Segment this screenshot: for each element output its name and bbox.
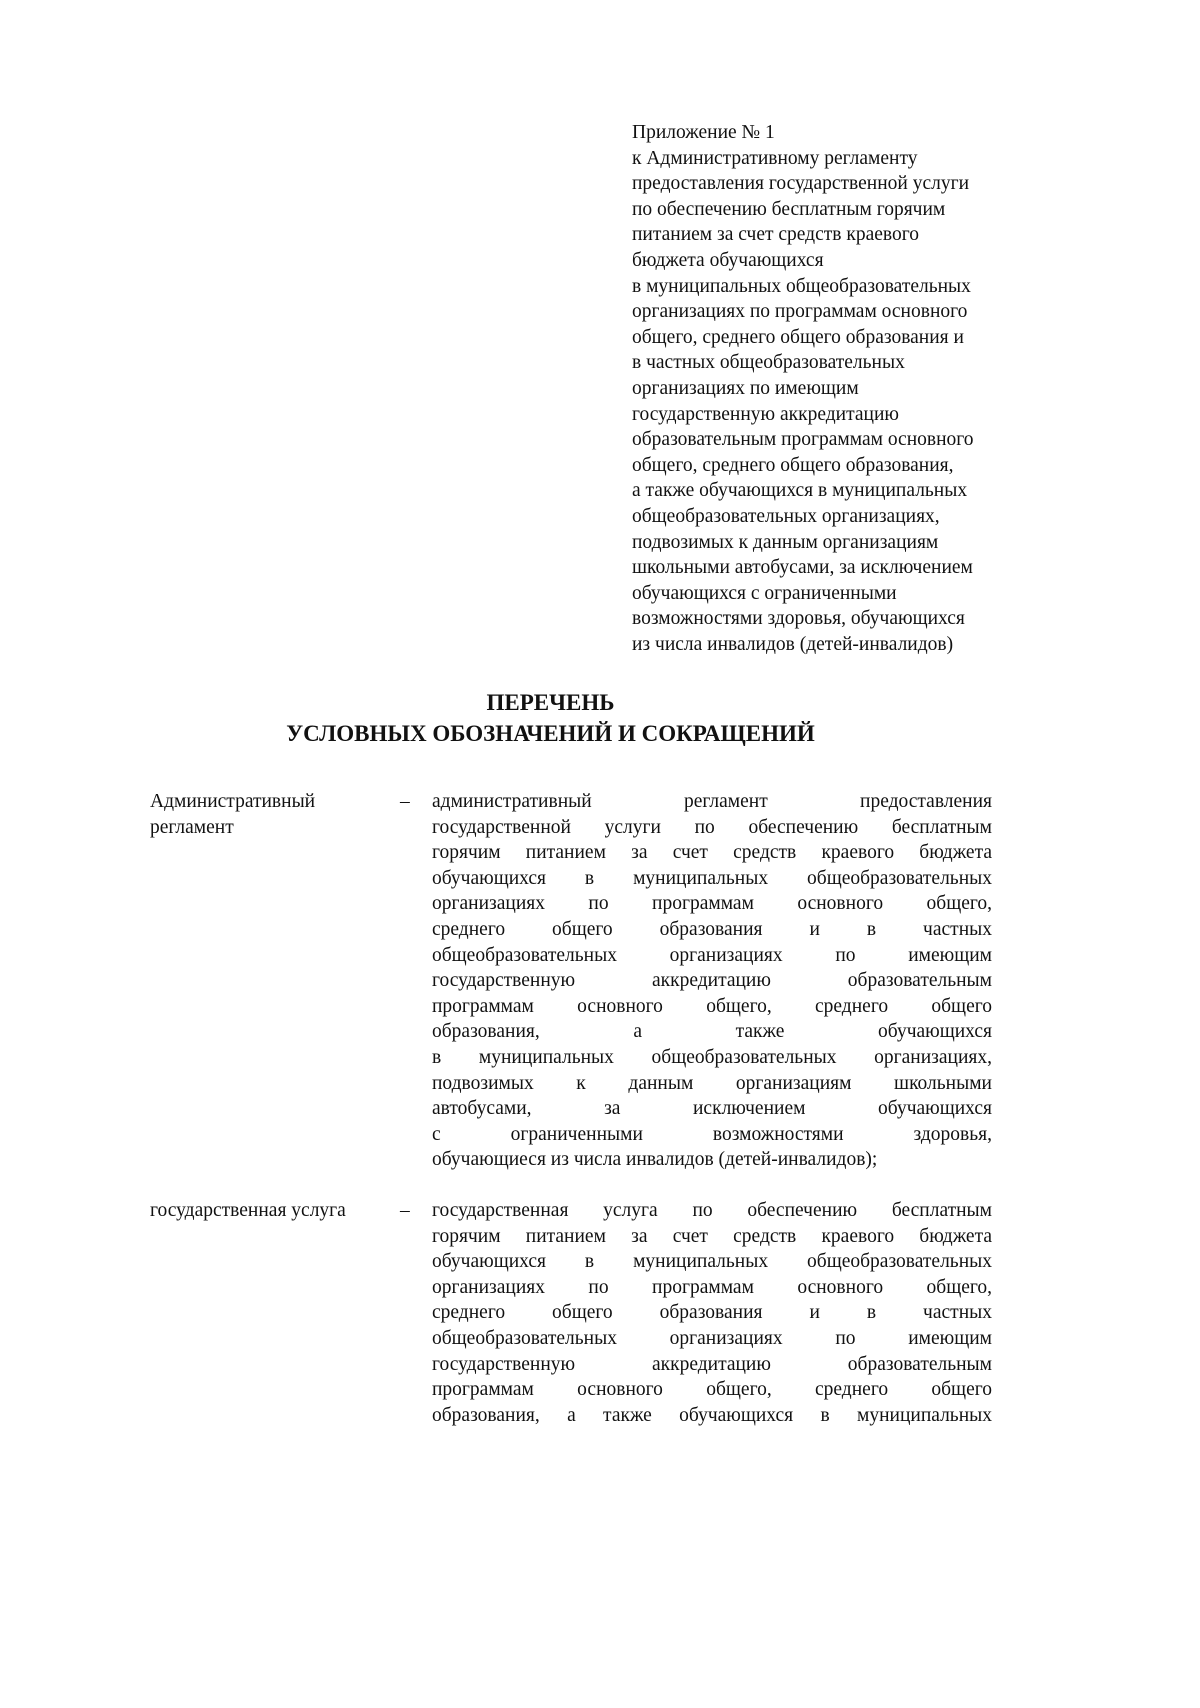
definition-line: программам основного общего, среднего общего — [432, 995, 992, 1017]
definition-line: административный регламент предоставления — [432, 791, 992, 812]
definition-line: государственную аккредитацию образовательным — [432, 970, 992, 992]
definition-line: общеобразовательных организациях по имеющим — [432, 1327, 992, 1349]
definition-line: автобусами, за исключением обучающихся — [432, 1098, 992, 1120]
annex-line: общего, среднего общего образования, — [632, 454, 954, 476]
definition-line: общеобразовательных организациях по имеющим — [432, 944, 992, 966]
annex-line: общего, среднего общего образования и — [632, 326, 964, 348]
annex-line: в муниципальных общеобразовательных — [632, 275, 971, 297]
definition-line: организациях по программам основного общего, — [432, 1276, 992, 1298]
definition-line: организациях по программам основного общего, — [432, 893, 992, 915]
entry-term — [150, 789, 390, 841]
entry-definition — [432, 789, 992, 1173]
definition-line: образования, а также обучающихся в муниципальных — [432, 1404, 992, 1426]
annex-line: возможностями здоровья, обучающихся — [632, 608, 965, 630]
document-title: ПЕРЕЧЕНЬ — [486, 690, 615, 715]
annex-line: организациях по имеющим — [632, 377, 859, 399]
entry-definition — [432, 1198, 992, 1428]
annex-line: а также обучающихся в муниципальных — [632, 480, 968, 502]
annex-line: общеобразовательных организациях, — [632, 505, 940, 527]
term-line: Административный — [150, 791, 316, 812]
definition-line: среднего общего образования и в частных — [432, 1302, 992, 1324]
definition-line: горячим питанием за счет средств краевого бюджета — [432, 1225, 992, 1247]
annex-line: государственную аккредитацию — [632, 403, 899, 425]
annex-line: обучающихся с ограниченными — [632, 582, 897, 604]
definition-line: образования, а также обучающихся — [432, 1021, 992, 1043]
entry-dash: – — [400, 1200, 410, 1221]
definition-line: обучающихся в муниципальных общеобразовательных — [432, 867, 992, 889]
annex-line: школьными автобусами, за исключением — [632, 557, 973, 579]
definition-line: в муниципальных общеобразовательных организациях, — [432, 1046, 992, 1068]
annex-line: бюджета обучающихся — [632, 249, 824, 271]
annex-line: подвозимых к данным организациям — [632, 531, 939, 553]
annex-line: образовательным программам основного — [632, 429, 974, 451]
entry-dash: – — [400, 791, 410, 812]
annex-line: в частных общеобразовательных — [632, 352, 905, 374]
definition-line: государственной услуги по обеспечению бесплатным — [432, 816, 992, 838]
definition-line: среднего общего образования и в частных — [432, 918, 992, 940]
annex-line: по обеспечению бесплатным горячим — [632, 198, 946, 220]
definition-line: обучающихся в муниципальных общеобразовательных — [432, 1251, 992, 1273]
term-line: регламент — [150, 817, 234, 838]
definition-line: государственная услуга по обеспечению бесплатным — [432, 1200, 992, 1221]
annex-line: питанием за счет средств краевого — [632, 224, 919, 246]
definition-line: обучающиеся из числа инвалидов (детей-инвалидов); — [432, 1149, 878, 1171]
definition-line: государственную аккредитацию образовательным — [432, 1353, 992, 1375]
definition-line: программам основного общего, среднего общего — [432, 1379, 992, 1401]
term-line: государственная услуга — [150, 1200, 346, 1221]
annex-line: организациях по программам основного — [632, 301, 968, 323]
annex-line: предоставления государственной услуги — [632, 173, 970, 195]
annex-line: к Административному регламенту — [632, 147, 918, 169]
entry-term — [150, 1198, 390, 1224]
annex-line: Приложение № 1 — [632, 122, 775, 143]
definition-line: горячим питанием за счет средств краевого бюджета — [432, 842, 992, 864]
annex-line: из числа инвалидов (детей-инвалидов) — [632, 633, 954, 655]
definition-line: с ограниченными возможностями здоровья, — [432, 1123, 992, 1145]
definition-line: подвозимых к данным организациям школьными — [432, 1072, 992, 1094]
document-subtitle: УСЛОВНЫХ ОБОЗНАЧЕНИЙ И СОКРАЩЕНИЙ — [286, 721, 815, 746]
annex-header — [632, 120, 1052, 657]
